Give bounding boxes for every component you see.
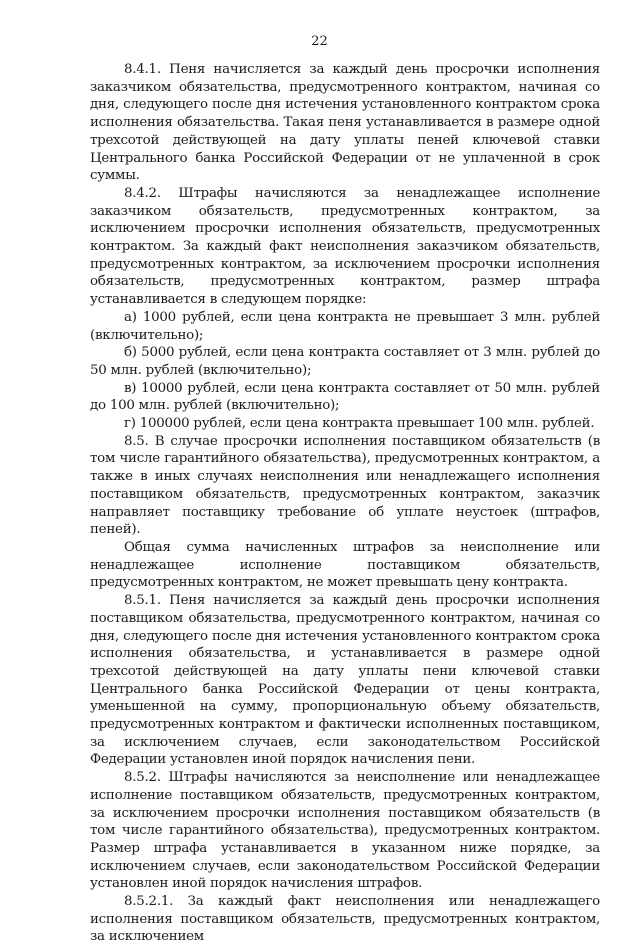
clause-8-5-2-1: 8.5.2.1. За каждый факт неисполнения или ненадлежащего исполнения поставщиком обязательств, предусмотренных контрактом, за исключением [90,894,600,945]
clause-8-4-2-item-c: в) 10000 рублей, если цена контракта составляет от 50 млн. рублей до 100 млн. рублей (включительно); [90,380,600,414]
clause-8-4-1: 8.4.1. Пеня начисляется за каждый день просрочки исполнения заказчиком обязательства, предусмотренного контрактом, начиная со дня, следующего после дня истечения установленного контрактом срока исполнения обязательства. Такая пеня устанавливается в размере одной трехсотой действующей на дату уплаты пеней ключевой ставки Центрального банка Российской Федерации от не уплаченной в срок суммы. [90,62,600,184]
clause-8-4-2-item-d: г) 100000 рублей, если цена контракта превышает 100 млн. рублей. [124,416,595,432]
clause-8-5-2: 8.5.2. Штрафы начисляются за неисполнение или ненадлежащее исполнение поставщиком обязательств, предусмотренных контрактом, за исключением просрочки исполнения поставщиком обязательств (в том числе гарантийного обязательства), предусмотренных контрактом. Размер штрафа устанавливается в указанном ниже порядке, за исключением случаев, если законодательством Российской Федерации установлен иной порядок начисления штрафов. [90,770,600,892]
document-body [90,61,600,946]
clause-8-5-total-limit: Общая сумма начисленных штрафов за неисполнение или ненадлежащее исполнение поставщиком обязательств, предусмотренных контрактом, не может превышать цену контракта. [90,539,600,591]
clause-8-4-2-item-b: б) 5000 рублей, если цена контракта составляет от 3 млн. рублей до 50 млн. рублей (включительно); [90,345,600,378]
page-number: 22 [311,34,328,49]
clause-8-5-1: 8.5.1. Пеня начисляется за каждый день просрочки исполнения поставщиком обязательства, предусмотренного контрактом, начиная со дня, следующего после дня истечения установленного контрактом срока исполнения обязательства, и устанавливается в размере одной трехсотой действующей на дату уплаты пени ключевой ставки Центрального банка Российской Федерации от цены контракта, уменьшенной на сумму, пропорциональную объему обязательств, предусмотренных контрактом и фактически исполненных поставщиком, за исключением случаев, если законодательством Российской Федерации установлен иной порядок начисления пени. [90,593,600,768]
clause-8-4-2-item-a: а) 1000 рублей, если цена контракта не превышает 3 млн. рублей (включительно); [90,309,600,343]
clause-8-5: 8.5. В случае просрочки исполнения поставщиком обязательств (в том числе гарантийного обязательства), предусмотренных контрактом, а также в иных случаях неисполнения или ненадлежащего исполнения поставщиком обязательств, предусмотренных контрактом, заказчик направляет поставщику требование об уплате неустоек (штрафов, пеней). [90,433,600,538]
clause-8-4-2: 8.4.2. Штрафы начисляются за ненадлежащее исполнение заказчиком обязательств, предусмотренных контрактом, за исключением просрочки исполнения обязательств, предусмотренных контрактом. За каждый факт неисполнения заказчиком обязательств, предусмотренных контрактом, за исключением просрочки исполнения обязательств, предусмотренных контрактом, размер штрафа устанавливается в следующем порядке: [90,185,600,308]
